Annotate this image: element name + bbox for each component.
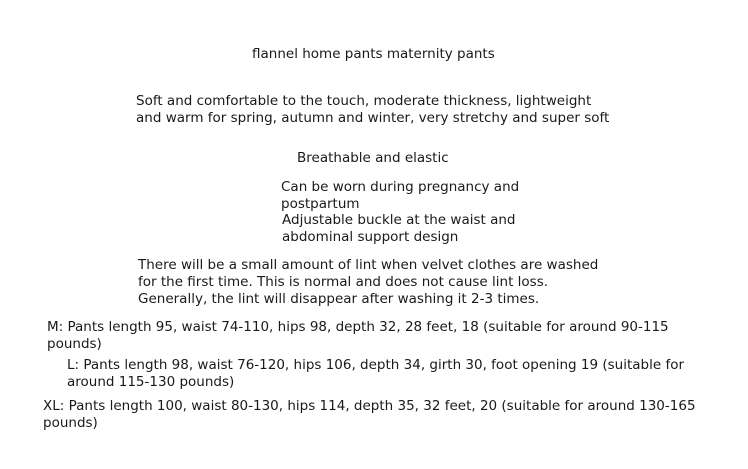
size-xl xyxy=(43,398,696,432)
feature-buckle-line-1: Adjustable buckle at the waist and xyxy=(282,212,516,228)
feature-breathable-text: Breathable and elastic xyxy=(297,150,449,166)
feature-soft xyxy=(136,93,609,127)
feature-pregnancy-line-1: Can be worn during pregnancy and xyxy=(281,179,520,195)
size-m-line-1: M: Pants length 95, waist 74-110, hips 98, depth 32, 28 feet, 18 (suitable for around 90-115 xyxy=(47,319,669,335)
lint-note-line-3: Generally, the lint will disappear after washing it 2-3 times. xyxy=(138,291,540,307)
feature-soft-line-1: Soft and comfortable to the touch, moderate thickness, lightweight xyxy=(136,93,592,109)
product-title-text: flannel home pants maternity pants xyxy=(252,46,495,62)
lint-note xyxy=(138,257,598,308)
size-m-line-2: pounds) xyxy=(47,336,102,352)
size-xl-line-1: XL: Pants length 100, waist 80-130, hips 114, depth 35, 32 feet, 20 (suitable for around 130-165 xyxy=(43,398,696,414)
feature-pregnancy-line-2: postpartum xyxy=(281,196,360,212)
size-xl-line-2: pounds) xyxy=(43,415,98,431)
size-l xyxy=(67,357,684,391)
size-l-line-1: L: Pants length 98, waist 76-120, hips 106, depth 34, girth 30, foot opening 19 (suitable for xyxy=(67,357,685,373)
size-m xyxy=(47,319,669,353)
lint-note-line-2: for the first time. This is normal and does not cause lint loss. xyxy=(138,274,549,290)
feature-buckle-line-2: abdominal support design xyxy=(282,229,459,245)
product-title xyxy=(252,46,495,63)
feature-pregnancy xyxy=(281,179,519,213)
feature-buckle xyxy=(282,212,516,246)
lint-note-line-1: There will be a small amount of lint when velvet clothes are washed xyxy=(138,257,599,273)
feature-breathable xyxy=(297,150,449,167)
size-l-line-2: around 115-130 pounds) xyxy=(67,374,235,390)
feature-soft-line-2: and warm for spring, autumn and winter, very stretchy and super soft xyxy=(136,110,610,126)
